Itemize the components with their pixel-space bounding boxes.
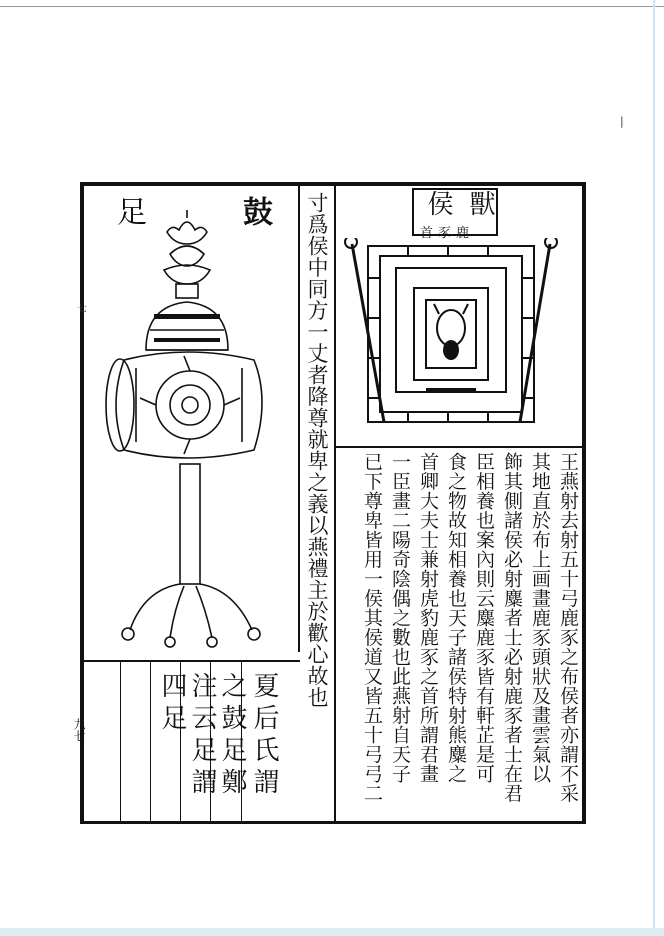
banner-illustration bbox=[338, 238, 574, 444]
drum-caption-line-1: 夏后氏謂 bbox=[249, 672, 279, 800]
divider-drum-upper bbox=[298, 182, 300, 652]
margin-fragment: 七 bbox=[77, 304, 87, 315]
caption-rule-4 bbox=[150, 660, 151, 824]
banner-subtitle: 首豕鹿 bbox=[420, 226, 475, 241]
banner-title-char-2: 侯 bbox=[423, 190, 453, 216]
drum-caption-line-2: 之鼓足鄭 bbox=[217, 672, 247, 800]
drum-caption-line-4: 四足 bbox=[157, 672, 187, 736]
text-column-8: 已下尊卑皆用一侯其侯道又皆五十弓弓二 bbox=[361, 452, 383, 803]
drum-caption-line-3: 注云足謂 bbox=[187, 672, 217, 800]
banner-title-char-1: 獸 bbox=[465, 190, 495, 216]
margin-tick: | bbox=[620, 115, 624, 128]
bottom-edge bbox=[0, 928, 664, 936]
text-column-upper: 寸爲侯中同方一丈者降尊就卑之義以燕禮主於歡心故也 bbox=[305, 192, 329, 708]
right-edge bbox=[653, 0, 655, 936]
text-column-4: 臣相養也案內則云麋鹿豕皆有軒芷是可 bbox=[473, 452, 495, 784]
text-column-2: 其地直於布上画畫鹿豕頭狀及畫雲氣以 bbox=[529, 452, 551, 784]
divider-text-column bbox=[334, 182, 336, 824]
caption-rule-5 bbox=[120, 660, 121, 824]
text-column-1: 王燕射去射五十弓鹿豕之布侯者亦謂不采 bbox=[557, 452, 579, 803]
text-column-6: 首卿大夫士兼射虎豹鹿豕之首所謂君畫 bbox=[417, 452, 439, 784]
drum-title-left: 足 bbox=[111, 196, 146, 226]
text-column-7: 一臣畫二陽奇陰偶之數也此燕射自天子 bbox=[389, 452, 411, 784]
divider-caption-top bbox=[84, 660, 300, 662]
top-rule bbox=[0, 6, 664, 7]
drum-illustration bbox=[84, 210, 298, 650]
drum-title: 鼓 bbox=[237, 196, 272, 226]
page-number: 九七 bbox=[72, 718, 86, 742]
text-column-5: 食之物故知相養也天子諸侯特射熊麋之 bbox=[445, 452, 467, 784]
text-column-3: 飾其側諸侯必射麋者士必射鹿豕者士在君 bbox=[501, 452, 523, 803]
divider-banner-bottom bbox=[336, 446, 586, 448]
